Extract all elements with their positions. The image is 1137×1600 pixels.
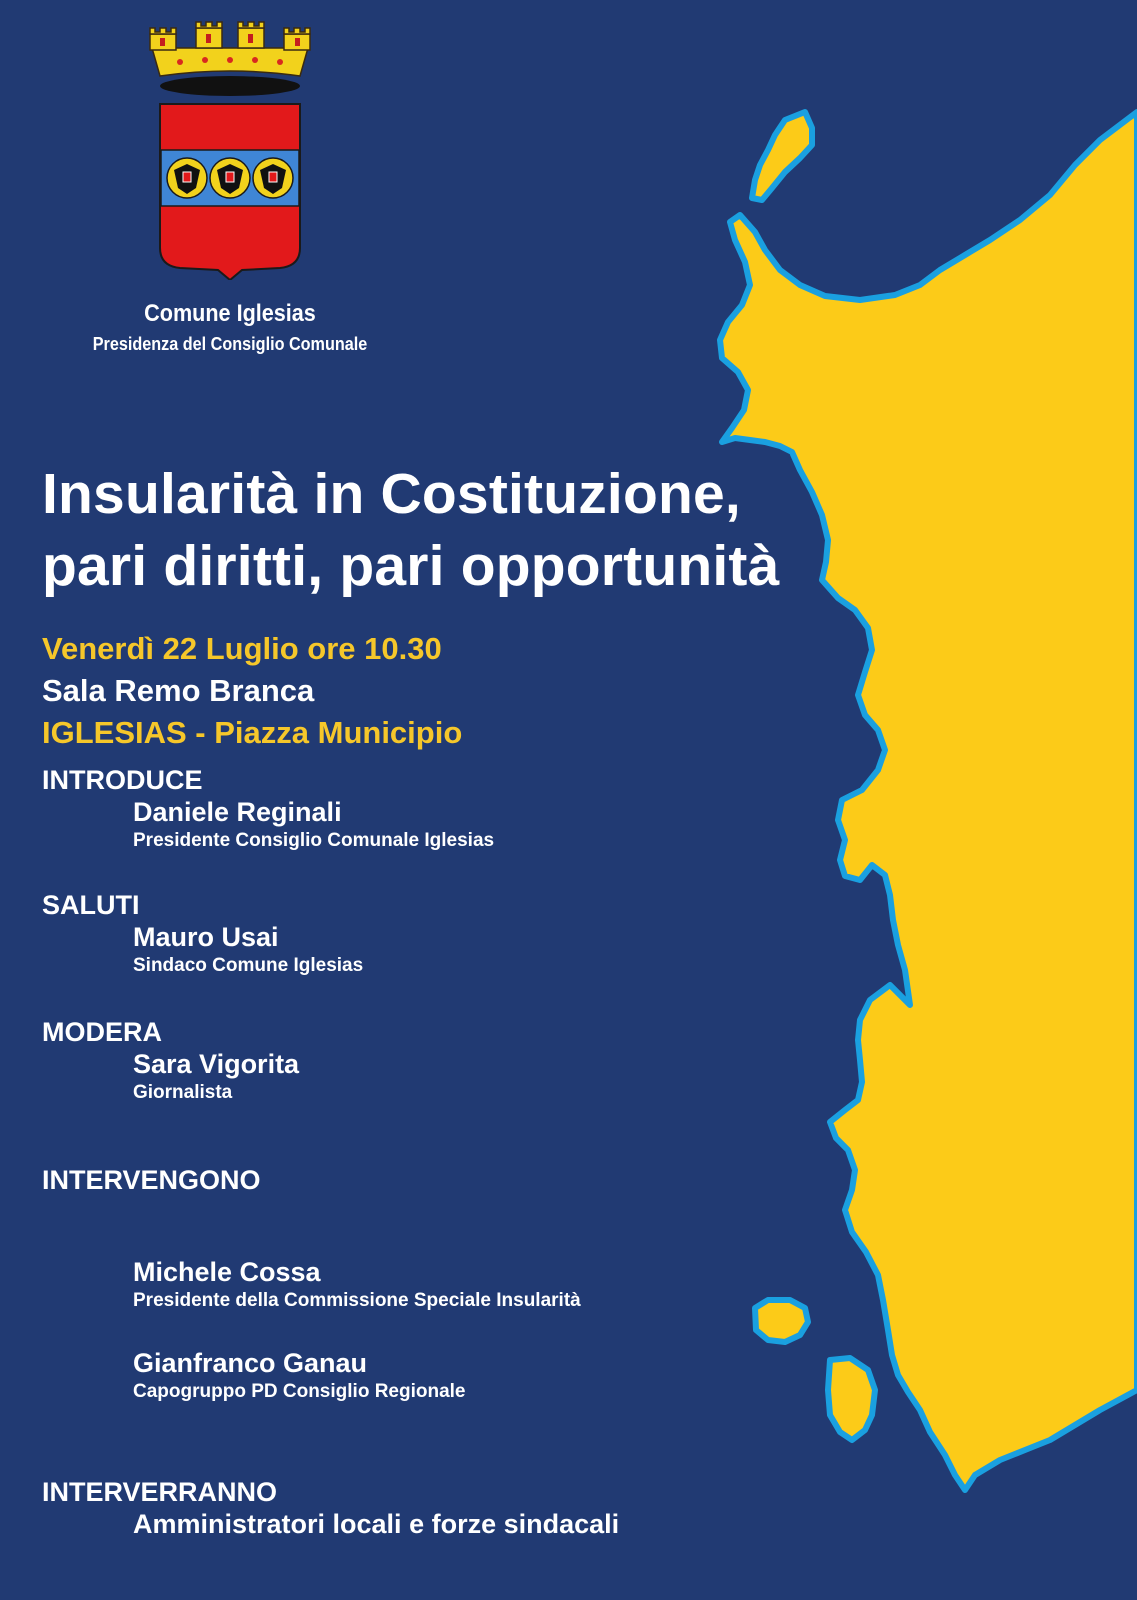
speaker-name: Mauro Usai (133, 922, 279, 952)
participants-text: Amministratori locali e forze sindacali (133, 1509, 620, 1539)
speaker-block (42, 1256, 581, 1314)
event-venue: Sala Remo Branca (42, 673, 315, 708)
title-line-2: pari diritti, pari opportunità (42, 534, 780, 598)
sardinia-mainland (720, 112, 1137, 1490)
speaker-name: Sara Vigorita (133, 1049, 300, 1079)
event-location: IGLESIAS - Piazza Municipio (42, 715, 463, 750)
coat-of-arms-icon (140, 18, 320, 280)
event-details (42, 628, 462, 754)
event-title (42, 458, 779, 602)
speaker-description: Presidente Consiglio Comunale Iglesias (133, 830, 495, 851)
speaker-block (42, 1347, 466, 1405)
role-label: INTRODUCE (42, 765, 203, 795)
role-label: INTERVERRANNO (42, 1477, 278, 1507)
island-sw-1 (755, 1300, 808, 1342)
speaker-description: Presidente della Commissione Speciale Insularità (133, 1290, 581, 1311)
role-label: INTERVENGONO (42, 1165, 261, 1195)
section-interverranno (42, 1476, 619, 1540)
role-label: SALUTI (42, 890, 140, 920)
section-modera (42, 1016, 299, 1106)
section-intervengono (42, 1164, 261, 1196)
role-label: MODERA (42, 1017, 162, 1047)
speaker-description: Capogruppo PD Consiglio Regionale (133, 1381, 466, 1402)
island-sw-2 (828, 1358, 875, 1440)
speaker-name: Daniele Reginali (133, 797, 342, 827)
speaker-name: Gianfranco Ganau (133, 1348, 368, 1378)
speaker-name: Michele Cossa (133, 1257, 321, 1287)
island-north (752, 112, 812, 200)
title-line-1: Insularità in Costituzione, (42, 462, 741, 526)
organization-name: Comune Iglesias (144, 300, 316, 327)
speaker-description: Sindaco Comune Iglesias (133, 955, 364, 976)
section-introduce (42, 764, 494, 854)
event-datetime: Venerdì 22 Luglio ore 10.30 (42, 631, 442, 666)
section-saluti (42, 889, 363, 979)
organization-office: Presidenza del Consiglio Comunale (92, 334, 368, 354)
speaker-description: Giornalista (133, 1082, 233, 1103)
